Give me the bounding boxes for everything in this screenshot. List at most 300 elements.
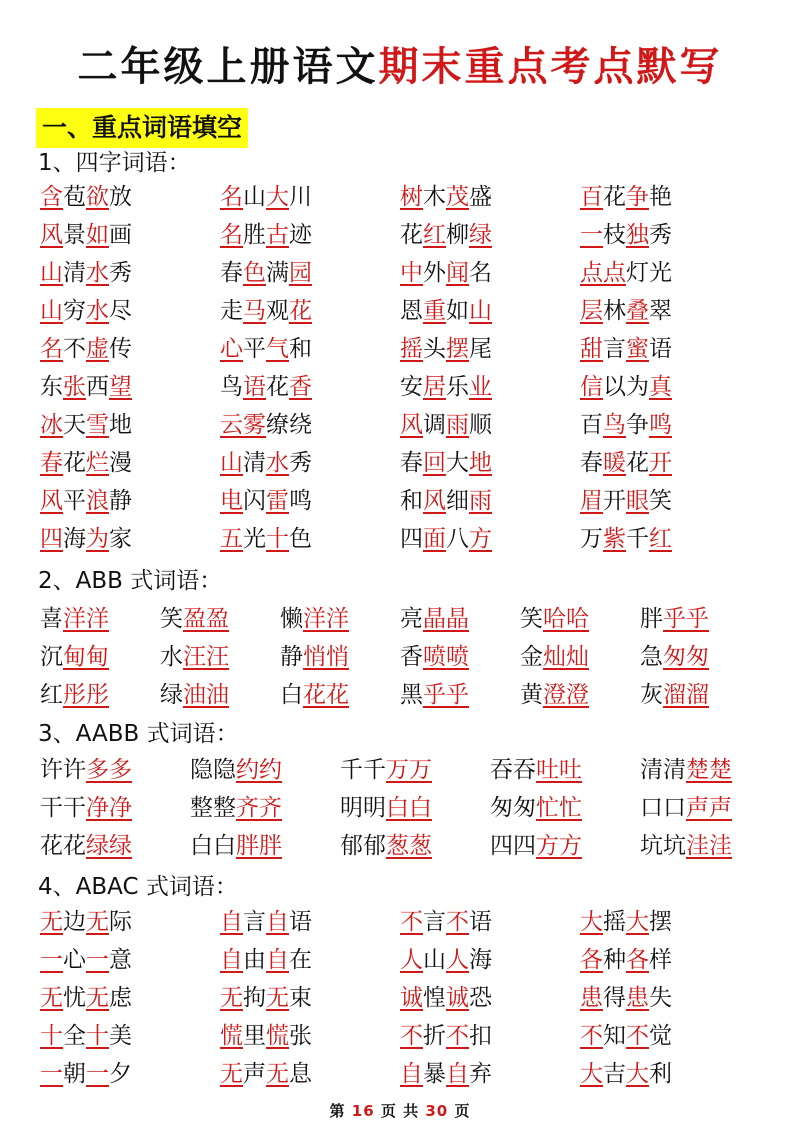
word-char: 油 xyxy=(206,682,229,708)
word-char: 缭 xyxy=(266,412,289,438)
word-cell xyxy=(40,751,190,789)
word-cell xyxy=(580,368,760,406)
word-char: 水 xyxy=(266,450,289,476)
title-black: 二年级上册语文 xyxy=(77,44,379,90)
word-cell xyxy=(580,444,760,482)
word-char: 红 xyxy=(40,682,63,708)
word-char: 约 xyxy=(259,757,282,783)
word-cell xyxy=(40,254,220,292)
word-char: 信 xyxy=(580,374,603,400)
word-char: 如 xyxy=(446,298,469,324)
word-char: 走 xyxy=(220,298,243,324)
word-char: 柳 xyxy=(446,222,469,248)
word-char: 白 xyxy=(213,833,236,859)
word-char: 匆 xyxy=(513,795,536,821)
word-char: 边 xyxy=(63,909,86,935)
word-cell xyxy=(40,406,220,444)
word-char: 吞 xyxy=(513,757,536,783)
word-char: 气 xyxy=(266,336,289,362)
word-char: 齐 xyxy=(259,795,282,821)
word-char: 不 xyxy=(446,1023,469,1049)
word-cell xyxy=(580,482,760,520)
word-char: 匆 xyxy=(686,644,709,670)
word-cell xyxy=(400,600,520,638)
footer-mid: 页 共 xyxy=(380,1102,420,1120)
word-cell xyxy=(40,638,160,676)
word-char: 水 xyxy=(86,298,109,324)
footer-post: 页 xyxy=(454,1102,471,1120)
word-char: 海 xyxy=(469,947,492,973)
word-char: 花 xyxy=(303,682,326,708)
word-cell xyxy=(160,600,280,638)
word-char: 灿 xyxy=(543,644,566,670)
word-cell xyxy=(280,676,400,714)
word-char: 不 xyxy=(400,1023,423,1049)
word-cell xyxy=(640,600,760,638)
word-char: 绿 xyxy=(160,682,183,708)
word-char: 忙 xyxy=(559,795,582,821)
word-cell xyxy=(520,600,640,638)
word-cell xyxy=(220,292,400,330)
word-char: 心 xyxy=(63,947,86,973)
word-char: 平 xyxy=(243,336,266,362)
word-cell xyxy=(400,406,580,444)
word-char: 清 xyxy=(243,450,266,476)
word-char: 恐 xyxy=(469,985,492,1011)
word-char: 中 xyxy=(400,260,423,286)
word-char: 光 xyxy=(243,526,266,552)
word-char: 景 xyxy=(63,222,86,248)
word-char: 真 xyxy=(649,374,672,400)
word-char: 许 xyxy=(40,757,63,783)
word-char: 闻 xyxy=(446,260,469,286)
word-char: 色 xyxy=(289,526,312,552)
word-char: 十 xyxy=(266,526,289,552)
word-char: 争 xyxy=(626,412,649,438)
word-char: 际 xyxy=(109,909,132,935)
word-char: 独 xyxy=(626,222,649,248)
word-char: 和 xyxy=(289,336,312,362)
word-char: 言 xyxy=(243,909,266,935)
word-cell xyxy=(220,520,400,558)
word-cell xyxy=(580,330,760,368)
word-char: 花 xyxy=(289,298,312,324)
word-char: 名 xyxy=(469,260,492,286)
word-char: 望 xyxy=(109,374,132,400)
word-char: 利 xyxy=(649,1061,672,1087)
word-char: 春 xyxy=(220,260,243,286)
word-char: 四 xyxy=(513,833,536,859)
word-char: 净 xyxy=(109,795,132,821)
word-char: 迹 xyxy=(289,222,312,248)
word-char: 乐 xyxy=(446,374,469,400)
word-char: 雾 xyxy=(243,412,266,438)
word-char: 甜 xyxy=(580,336,603,362)
word-char: 笑 xyxy=(160,606,183,632)
word-cell xyxy=(40,941,220,979)
word-char: 山 xyxy=(469,298,492,324)
word-char: 晶 xyxy=(446,606,469,632)
word-char: 雷 xyxy=(266,488,289,514)
word-char: 喜 xyxy=(40,606,63,632)
word-char: 楚 xyxy=(709,757,732,783)
word-char: 春 xyxy=(400,450,423,476)
word-char: 花 xyxy=(40,833,63,859)
title-red: 期末重点考点默写 xyxy=(378,44,723,90)
word-char: 十 xyxy=(40,1023,63,1049)
word-char: 为 xyxy=(626,374,649,400)
word-char: 齐 xyxy=(236,795,259,821)
word-char: 红 xyxy=(423,222,446,248)
word-char: 洋 xyxy=(86,606,109,632)
word-char: 花 xyxy=(63,450,86,476)
word-cell xyxy=(580,1055,760,1093)
word-char: 不 xyxy=(446,909,469,935)
word-char: 天 xyxy=(63,412,86,438)
word-cell xyxy=(40,330,220,368)
word-cell xyxy=(580,941,760,979)
word-char: 方 xyxy=(559,833,582,859)
word-cell xyxy=(220,406,400,444)
word-char: 白 xyxy=(190,833,213,859)
word-char: 无 xyxy=(40,985,63,1011)
word-cell xyxy=(220,1055,400,1093)
word-cell xyxy=(40,979,220,1017)
word-char: 静 xyxy=(280,644,303,670)
word-char: 心 xyxy=(220,336,243,362)
word-char: 洼 xyxy=(709,833,732,859)
word-cell xyxy=(400,1017,580,1055)
word-char: 乎 xyxy=(663,606,686,632)
word-char: 哈 xyxy=(566,606,589,632)
word-char: 雨 xyxy=(446,412,469,438)
word-char: 白 xyxy=(280,682,303,708)
word-char: 绿 xyxy=(109,833,132,859)
word-char: 西 xyxy=(86,374,109,400)
word-char: 不 xyxy=(63,336,86,362)
word-char: 意 xyxy=(109,947,132,973)
word-char: 无 xyxy=(220,1061,243,1087)
word-char: 秀 xyxy=(649,222,672,248)
word-char: 自 xyxy=(400,1061,423,1087)
word-cell xyxy=(190,789,340,827)
word-cell xyxy=(490,751,640,789)
word-cell xyxy=(220,941,400,979)
word-char: 放 xyxy=(109,184,132,210)
word-char: 约 xyxy=(236,757,259,783)
word-char: 花 xyxy=(266,374,289,400)
word-char: 百 xyxy=(580,412,603,438)
word-char: 花 xyxy=(603,184,626,210)
word-char: 多 xyxy=(109,757,132,783)
word-char: 山 xyxy=(40,260,63,286)
word-char: 名 xyxy=(40,336,63,362)
word-char: 笑 xyxy=(649,488,672,514)
word-char: 笑 xyxy=(520,606,543,632)
word-char: 头 xyxy=(423,336,446,362)
word-char: 回 xyxy=(423,450,446,476)
footer-pre: 第 xyxy=(329,1102,346,1120)
word-char: 胖 xyxy=(640,606,663,632)
word-char: 患 xyxy=(580,985,603,1011)
word-char: 为 xyxy=(86,526,109,552)
word-char: 慌 xyxy=(220,1023,243,1049)
word-char: 洼 xyxy=(686,833,709,859)
word-char: 言 xyxy=(423,909,446,935)
word-char: 喷 xyxy=(446,644,469,670)
word-char: 叠 xyxy=(626,298,649,324)
word-char: 自 xyxy=(266,909,289,935)
word-cell xyxy=(400,178,580,216)
word-char: 水 xyxy=(86,260,109,286)
word-char: 净 xyxy=(86,795,109,821)
word-cell xyxy=(580,520,760,558)
word-char: 静 xyxy=(109,488,132,514)
word-char: 夕 xyxy=(109,1061,132,1087)
word-char: 郁 xyxy=(340,833,363,859)
word-char: 木 xyxy=(423,184,446,210)
word-char: 盈 xyxy=(206,606,229,632)
word-char: 自 xyxy=(220,909,243,935)
word-char: 花 xyxy=(326,682,349,708)
word-char: 红 xyxy=(649,526,672,552)
word-char: 恩 xyxy=(400,298,423,324)
word-cell xyxy=(640,638,760,676)
word-cell xyxy=(40,903,220,941)
word-char: 急 xyxy=(640,644,663,670)
word-cell xyxy=(220,368,400,406)
word-char: 汪 xyxy=(206,644,229,670)
word-char: 口 xyxy=(663,795,686,821)
word-char: 一 xyxy=(40,947,63,973)
word-char: 在 xyxy=(289,947,312,973)
word-char: 吉 xyxy=(603,1061,626,1087)
footer-page-number: 16 xyxy=(351,1102,375,1120)
word-char: 亮 xyxy=(400,606,423,632)
word-char: 烂 xyxy=(86,450,109,476)
word-char: 地 xyxy=(109,412,132,438)
word-char: 林 xyxy=(603,298,626,324)
word-cell xyxy=(400,979,580,1017)
word-char: 千 xyxy=(626,526,649,552)
word-char: 雨 xyxy=(469,488,492,514)
word-cell xyxy=(400,520,580,558)
word-char: 香 xyxy=(289,374,312,400)
word-cell xyxy=(40,676,160,714)
word-char: 声 xyxy=(243,1061,266,1087)
word-char: 灰 xyxy=(640,682,663,708)
word-char: 各 xyxy=(626,947,649,973)
word-char: 暴 xyxy=(423,1061,446,1087)
footer-total-pages: 30 xyxy=(425,1102,449,1120)
word-char: 盛 xyxy=(469,184,492,210)
word-char: 觉 xyxy=(649,1023,672,1049)
word-char: 漫 xyxy=(109,450,132,476)
word-char: 口 xyxy=(640,795,663,821)
word-char: 千 xyxy=(363,757,386,783)
word-cell xyxy=(220,330,400,368)
word-cell xyxy=(400,292,580,330)
word-char: 胖 xyxy=(259,833,282,859)
word-char: 声 xyxy=(686,795,709,821)
word-char: 方 xyxy=(536,833,559,859)
word-char: 电 xyxy=(220,488,243,514)
word-char: 春 xyxy=(40,450,63,476)
word-char: 无 xyxy=(266,1061,289,1087)
word-char: 外 xyxy=(423,260,446,286)
word-char: 含 xyxy=(40,184,63,210)
word-char: 苞 xyxy=(63,184,86,210)
word-char: 黑 xyxy=(400,682,423,708)
word-cell xyxy=(280,600,400,638)
word-char: 马 xyxy=(243,298,266,324)
word-char: 眼 xyxy=(626,488,649,514)
word-char: 万 xyxy=(386,757,409,783)
word-char: 八 xyxy=(446,526,469,552)
word-cell xyxy=(520,638,640,676)
word-char: 多 xyxy=(86,757,109,783)
word-char: 地 xyxy=(469,450,492,476)
word-char: 喷 xyxy=(423,644,446,670)
word-char: 山 xyxy=(243,184,266,210)
word-cell xyxy=(490,789,640,827)
word-cell xyxy=(640,789,790,827)
word-char: 名 xyxy=(220,184,243,210)
word-cell xyxy=(160,638,280,676)
word-cell xyxy=(340,789,490,827)
word-char: 言 xyxy=(603,336,626,362)
word-char: 枝 xyxy=(603,222,626,248)
word-char: 虚 xyxy=(86,336,109,362)
word-char: 尾 xyxy=(469,336,492,362)
word-char: 业 xyxy=(469,374,492,400)
four-char-grid xyxy=(40,178,760,558)
word-char: 观 xyxy=(266,298,289,324)
word-char: 不 xyxy=(626,1023,649,1049)
word-char: 安 xyxy=(400,374,423,400)
word-char: 诚 xyxy=(446,985,469,1011)
word-char: 百 xyxy=(580,184,603,210)
word-char: 穷 xyxy=(63,298,86,324)
word-char: 四 xyxy=(40,526,63,552)
word-char: 大 xyxy=(446,450,469,476)
word-char: 葱 xyxy=(409,833,432,859)
word-char: 胜 xyxy=(243,222,266,248)
word-cell xyxy=(190,827,340,865)
word-cell xyxy=(340,751,490,789)
word-char: 澄 xyxy=(543,682,566,708)
word-char: 无 xyxy=(266,985,289,1011)
word-char: 海 xyxy=(63,526,86,552)
word-cell xyxy=(400,941,580,979)
word-char: 吐 xyxy=(536,757,559,783)
word-char: 无 xyxy=(40,909,63,935)
word-char: 自 xyxy=(220,947,243,973)
subhead-abb: 2、ABB 式词语： xyxy=(38,568,223,594)
word-char: 风 xyxy=(400,412,423,438)
word-cell xyxy=(580,1017,760,1055)
word-cell xyxy=(580,292,760,330)
word-char: 懒 xyxy=(280,606,303,632)
word-char: 里 xyxy=(243,1023,266,1049)
word-cell xyxy=(40,368,220,406)
word-char: 一 xyxy=(86,1061,109,1087)
word-char: 样 xyxy=(649,947,672,973)
word-char: 诚 xyxy=(400,985,423,1011)
word-char: 以 xyxy=(603,374,626,400)
word-cell xyxy=(400,254,580,292)
word-char: 忙 xyxy=(536,795,559,821)
word-char: 干 xyxy=(40,795,63,821)
word-char: 雪 xyxy=(86,412,109,438)
word-char: 鸣 xyxy=(289,488,312,514)
word-char: 白 xyxy=(386,795,409,821)
word-char: 彤 xyxy=(63,682,86,708)
page-title xyxy=(0,42,800,92)
word-char: 隐 xyxy=(213,757,236,783)
word-char: 绿 xyxy=(469,222,492,248)
word-cell xyxy=(220,444,400,482)
word-char: 秀 xyxy=(109,260,132,286)
word-cell xyxy=(40,216,220,254)
word-cell xyxy=(40,600,160,638)
word-char: 哈 xyxy=(543,606,566,632)
word-char: 茂 xyxy=(446,184,469,210)
word-char: 溜 xyxy=(686,682,709,708)
word-cell xyxy=(220,482,400,520)
word-char: 平 xyxy=(63,488,86,514)
word-char: 冰 xyxy=(40,412,63,438)
word-char: 大 xyxy=(626,909,649,935)
word-cell xyxy=(220,1017,400,1055)
word-char: 方 xyxy=(469,526,492,552)
word-char: 大 xyxy=(266,184,289,210)
word-char: 开 xyxy=(649,450,672,476)
word-char: 洋 xyxy=(63,606,86,632)
word-char: 画 xyxy=(109,222,132,248)
word-cell xyxy=(400,482,580,520)
word-char: 浪 xyxy=(86,488,109,514)
word-char: 摆 xyxy=(649,909,672,935)
word-char: 人 xyxy=(446,947,469,973)
word-char: 彤 xyxy=(86,682,109,708)
word-char: 细 xyxy=(446,488,469,514)
word-char: 秀 xyxy=(289,450,312,476)
word-char: 面 xyxy=(423,526,446,552)
word-char: 人 xyxy=(400,947,423,973)
word-char: 慌 xyxy=(266,1023,289,1049)
word-char: 张 xyxy=(289,1023,312,1049)
word-char: 得 xyxy=(603,985,626,1011)
word-char: 晶 xyxy=(423,606,446,632)
word-char: 春 xyxy=(580,450,603,476)
word-char: 香 xyxy=(400,644,423,670)
word-char: 鸟 xyxy=(220,374,243,400)
word-char: 鸣 xyxy=(649,412,672,438)
word-char: 吐 xyxy=(559,757,582,783)
word-char: 患 xyxy=(626,985,649,1011)
word-char: 明 xyxy=(340,795,363,821)
word-char: 盈 xyxy=(183,606,206,632)
word-cell xyxy=(190,751,340,789)
word-char: 全 xyxy=(63,1023,86,1049)
word-cell xyxy=(400,330,580,368)
word-char: 无 xyxy=(86,909,109,935)
word-char: 一 xyxy=(580,222,603,248)
word-char: 知 xyxy=(603,1023,626,1049)
word-char: 甸 xyxy=(86,644,109,670)
word-char: 惶 xyxy=(423,985,446,1011)
